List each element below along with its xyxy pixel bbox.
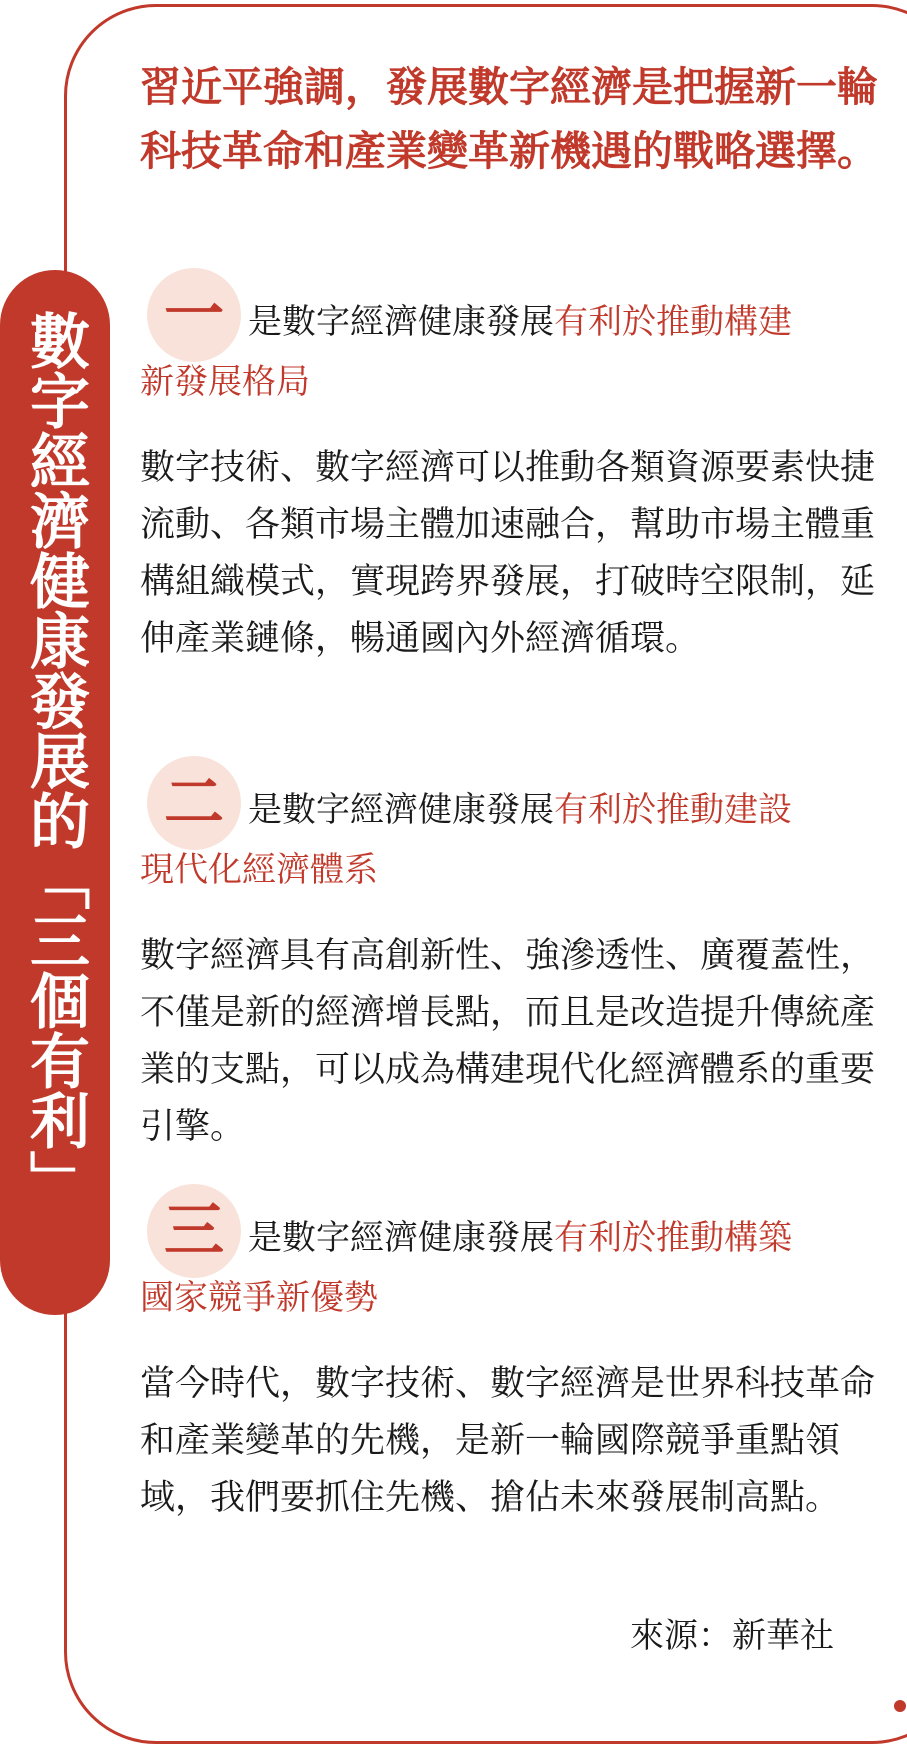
point-highlight-continued: 國家競爭新優勢 <box>140 1278 378 1318</box>
point-lead: 是數字經濟健康發展 <box>248 790 554 830</box>
point-lead: 是數字經濟健康發展 <box>248 1218 554 1258</box>
point-highlight: 有利於推動構建 <box>554 302 792 342</box>
number-badge: 一 <box>147 268 241 362</box>
point-body: 數字經濟具有高創新性、強滲透性、廣覆蓋性，不僅是新的經濟增長點，而且是改造提升傳統產業的支點，可以成為構建現代化經濟體系的重要引擎。 <box>140 936 876 1147</box>
corner-dot <box>894 1700 906 1712</box>
number-badge: 三 <box>147 1184 241 1278</box>
source-credit: 來源：新華社 <box>630 1616 834 1656</box>
point-highlight-continued: 現代化經濟體系 <box>140 850 378 890</box>
point-body: 當今時代，數字技術、數字經濟是世界科技革命和產業變革的先機，是新一輪國際競爭重點領域，我們要抓住先機、搶佔未來發展制高點。 <box>140 1364 876 1518</box>
point-highlight: 有利於推動建設 <box>554 790 792 830</box>
number-badge: 二 <box>147 756 241 850</box>
point-highlight: 有利於推動構築 <box>554 1218 792 1258</box>
point-heading <box>140 768 900 840</box>
point-two <box>140 768 900 1156</box>
side-title: 數字經濟健康發展的「三個有利」 <box>20 310 90 1210</box>
point-highlight-continued: 新發展格局 <box>140 362 310 402</box>
point-body: 數字技術、數字經濟可以推動各類資源要素快捷流動、各類市場主體加速融合，幫助市場主體重構組織模式，實現跨界發展，打破時空限制，延伸產業鏈條，暢通國內外經濟循環。 <box>140 448 876 659</box>
point-heading <box>140 280 900 352</box>
point-three <box>140 1196 900 1527</box>
headline: 習近平強調，發展數字經濟是把握新一輪科技革命和產業變革新機遇的戰略選擇。 <box>140 63 878 175</box>
point-heading <box>140 1196 900 1268</box>
side-title-banner <box>0 270 110 1315</box>
point-lead: 是數字經濟健康發展 <box>248 302 554 342</box>
point-one <box>140 280 900 668</box>
